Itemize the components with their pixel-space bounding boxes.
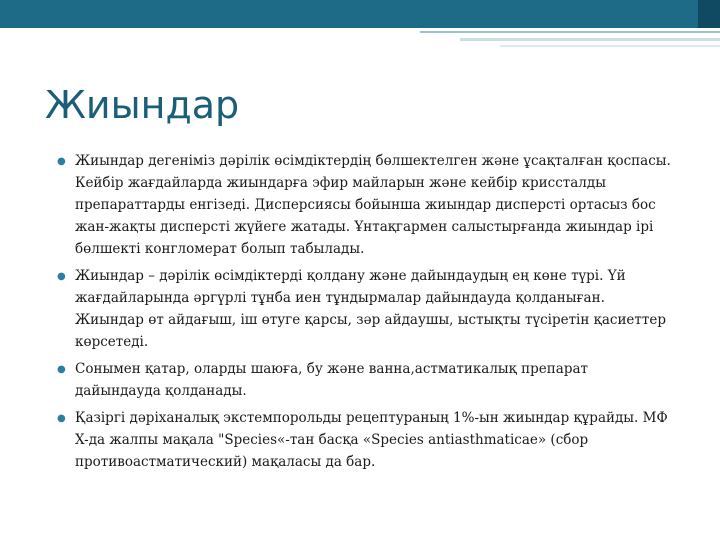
bullet-dot-icon: ● [57, 156, 66, 167]
bullet-dot-icon: ● [57, 271, 66, 282]
bullet-dot-icon: ● [57, 413, 66, 424]
bullet-item [55, 407, 675, 473]
decorative-line [420, 31, 720, 33]
top-bar-accent [698, 0, 720, 28]
bullet-text: Сонымен қатар, оларды шаюға, бу және ванна,астматикалық препарат дайындауда қолданады. [75, 361, 588, 399]
bullet-text: Қазіргі дәріханалық экстемпорольды рецептураның 1%-ын жиындар құрайды. МФ X-да жалпы мақала "Species«-тан басқа «Species antiasthmaticae» (сбор противоастматический) мақаласы да бар. [75, 410, 668, 470]
bullet-item [55, 358, 675, 402]
decorative-line [500, 45, 720, 47]
bullet-text: Жиындар дегеніміз дәрілік өсімдіктердің бөлшектелген және ұсақталған қоспасы. Кейбір жағдайларда жиындарға эфир майларын және кейбір криссталды препараттарды енгізеді. Дисперсиясы бойынша жиындар дисперсті ортасыз бос жан-жақты дисперсті жүйеге жатады. Ұнтақгармен салыстырғанда жиындар ірі бөлшекті конгломерат болып табылады. [75, 153, 671, 257]
top-decorative-bar [0, 0, 720, 28]
bullet-item [55, 265, 675, 353]
bullet-item [55, 150, 675, 260]
bullet-text: Жиындар – дәрілік өсімдіктерді қолдану және дайындаудың ең көне түрі. Үй жағдайларында әргүрлі тұнба иен тұндырмалар дайындауда қолданыған. Жиындар өт айдағыш, іш өтуге қарсы, зәр айдаушы, ыстықты түсіретін қасиеттер көрсетеді. [75, 268, 666, 350]
decorative-line [460, 38, 720, 41]
bullet-list [55, 150, 675, 478]
bullet-dot-icon: ● [57, 364, 66, 375]
slide-title: Жиындар [45, 83, 240, 127]
